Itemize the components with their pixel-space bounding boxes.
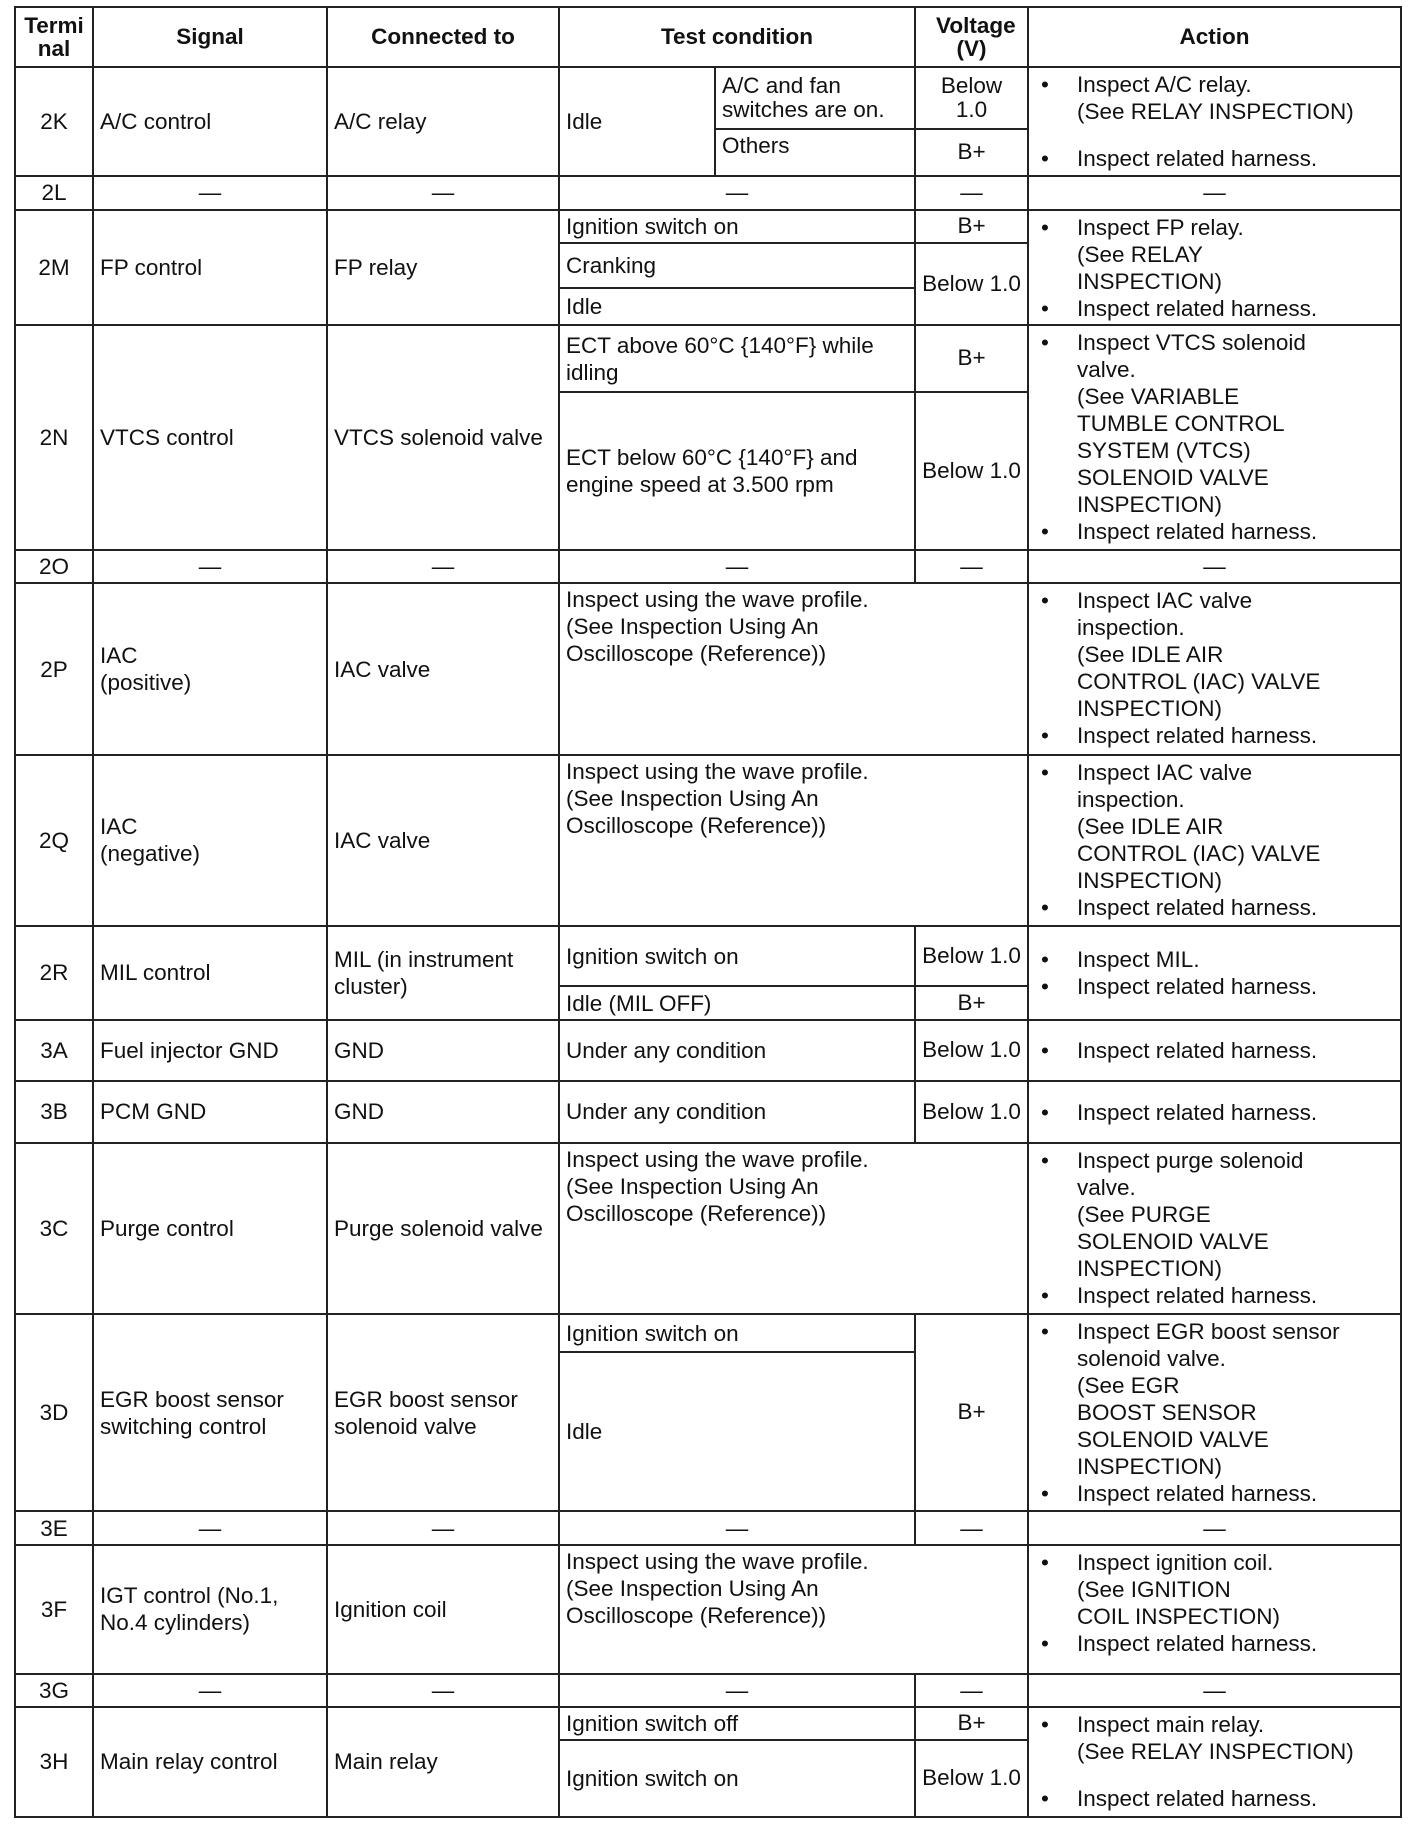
action-item: • Inspect MIL. xyxy=(1041,946,1396,973)
voltage-cell: B+ xyxy=(915,129,1028,176)
test-condition-cell: Inspect using the wave profile. (See Inspection Using An Oscilloscope (Reference)) xyxy=(559,755,1028,926)
empty-cell: — xyxy=(915,1674,1028,1707)
terminal-cell: 3A xyxy=(15,1020,93,1081)
voltage-cell: Below 1.0 xyxy=(915,67,1028,129)
action-item: • Inspect related harness. xyxy=(1041,145,1396,172)
test-condition-cell: Ignition switch off xyxy=(559,1707,915,1740)
test-condition-cell: Idle xyxy=(559,1352,915,1511)
signal-cell: A/C control xyxy=(93,67,327,176)
connected-cell: Purge solenoid valve xyxy=(327,1143,559,1314)
action-cell xyxy=(1028,926,1401,1020)
signal-cell: FP control xyxy=(93,210,327,326)
voltage-cell: Below 1.0 xyxy=(915,243,1028,326)
test-condition-cell: Ignition switch on xyxy=(559,1740,915,1817)
test-condition-cell: Ignition switch on xyxy=(559,1314,915,1352)
action-item: • Inspect related harness. xyxy=(1041,1630,1396,1657)
table-row xyxy=(15,1545,1401,1674)
connected-cell: Ignition coil xyxy=(327,1545,559,1674)
terminal-cell: 3F xyxy=(15,1545,93,1674)
sub-condition-cell: Others xyxy=(715,129,915,176)
empty-cell: — xyxy=(327,1511,559,1544)
table-row xyxy=(15,1707,1401,1740)
terminal-cell: 2Q xyxy=(15,755,93,926)
voltage-cell: B+ xyxy=(915,210,1028,243)
action-item: • Inspect related harness. xyxy=(1041,1282,1396,1309)
table-row xyxy=(15,176,1401,209)
empty-cell: — xyxy=(1028,550,1401,583)
signal-cell: IGT control (No.1, No.4 cylinders) xyxy=(93,1545,327,1674)
terminal-voltage-table xyxy=(14,6,1402,1818)
test-condition-cell: Under any condition xyxy=(559,1081,915,1142)
action-cell xyxy=(1028,325,1401,550)
signal-cell: EGR boost sensor switching control xyxy=(93,1314,327,1512)
connected-cell: VTCS solenoid valve xyxy=(327,325,559,550)
action-item: • Inspect IAC valve inspection. (See IDLE AIR CONTROL (IAC) VALVE INSPECTION) xyxy=(1041,759,1396,894)
action-cell xyxy=(1028,755,1401,926)
empty-cell: — xyxy=(915,1511,1028,1544)
table-row xyxy=(15,1314,1401,1352)
empty-cell: — xyxy=(559,176,915,209)
action-cell xyxy=(1028,1020,1401,1081)
header-terminal: Termi nal xyxy=(15,7,93,67)
table-row xyxy=(15,1020,1401,1081)
empty-cell: — xyxy=(93,176,327,209)
voltage-cell: B+ xyxy=(915,1314,1028,1512)
terminal-cell: 3H xyxy=(15,1707,93,1817)
test-condition-cell: Cranking xyxy=(559,243,915,288)
voltage-cell: B+ xyxy=(915,325,1028,392)
test-condition-cell: Inspect using the wave profile. (See Inspection Using An Oscilloscope (Reference)) xyxy=(559,1143,1028,1314)
action-item: • Inspect purge solenoid valve. (See PURGE SOLENOID VALVE INSPECTION) xyxy=(1041,1147,1396,1282)
header-voltage: Voltage (V) xyxy=(915,7,1028,67)
table-row xyxy=(15,325,1401,392)
action-cell xyxy=(1028,583,1401,754)
voltage-cell: Below 1.0 xyxy=(915,1081,1028,1142)
connected-cell: MIL (in instrument cluster) xyxy=(327,926,559,1020)
empty-cell: — xyxy=(915,550,1028,583)
action-item: • Inspect IAC valve inspection. (See IDLE AIR CONTROL (IAC) VALVE INSPECTION) xyxy=(1041,587,1396,722)
header-row xyxy=(15,7,1401,67)
test-condition-cell: Ignition switch on xyxy=(559,210,915,243)
terminal-cell: 3D xyxy=(15,1314,93,1512)
table-row xyxy=(15,1143,1401,1314)
action-item: • Inspect related harness. xyxy=(1041,1037,1396,1064)
signal-cell: PCM GND xyxy=(93,1081,327,1142)
header-connected-to: Connected to xyxy=(327,7,559,67)
connected-cell: FP relay xyxy=(327,210,559,326)
connected-cell: Main relay xyxy=(327,1707,559,1817)
action-item: • Inspect EGR boost sensor solenoid valve. (See EGR BOOST SENSOR SOLENOID VALVE INSPECTION) xyxy=(1041,1318,1396,1480)
header-action: Action xyxy=(1028,7,1401,67)
terminal-cell: 2O xyxy=(15,550,93,583)
empty-cell: — xyxy=(559,550,915,583)
test-condition-cell: Idle (MIL OFF) xyxy=(559,986,915,1019)
test-condition-cell: Idle xyxy=(559,67,715,176)
connected-cell: GND xyxy=(327,1020,559,1081)
action-item: • Inspect related harness. xyxy=(1041,1785,1396,1812)
voltage-cell: Below 1.0 xyxy=(915,926,1028,986)
action-item: • Inspect related harness. xyxy=(1041,894,1396,921)
table-row xyxy=(15,755,1401,926)
table-row xyxy=(15,1081,1401,1142)
voltage-cell: B+ xyxy=(915,1707,1028,1740)
action-item: • Inspect related harness. xyxy=(1041,1099,1396,1126)
signal-cell: VTCS control xyxy=(93,325,327,550)
action-cell xyxy=(1028,1081,1401,1142)
signal-cell: MIL control xyxy=(93,926,327,1020)
terminal-cell: 2P xyxy=(15,583,93,754)
terminal-cell: 2N xyxy=(15,325,93,550)
signal-cell: IAC (negative) xyxy=(93,755,327,926)
signal-cell: Main relay control xyxy=(93,1707,327,1817)
test-condition-cell: ECT below 60°C {140°F} and engine speed at 3.500 rpm xyxy=(559,392,915,550)
table-row xyxy=(15,1511,1401,1544)
connected-cell: A/C relay xyxy=(327,67,559,176)
signal-cell: IAC (positive) xyxy=(93,583,327,754)
terminal-cell: 3G xyxy=(15,1674,93,1707)
sub-condition-cell: A/C and fan switches are on. xyxy=(715,67,915,129)
action-item: • Inspect A/C relay. (See RELAY INSPECTION) xyxy=(1041,71,1396,125)
action-item: • Inspect FP relay. (See RELAY INSPECTION) xyxy=(1041,214,1396,295)
signal-cell: Purge control xyxy=(93,1143,327,1314)
empty-cell: — xyxy=(559,1674,915,1707)
connected-cell: EGR boost sensor solenoid valve xyxy=(327,1314,559,1512)
terminal-cell: 3E xyxy=(15,1511,93,1544)
terminal-cell: 2R xyxy=(15,926,93,1020)
empty-cell: — xyxy=(1028,1511,1401,1544)
table-row xyxy=(15,210,1401,243)
empty-cell: — xyxy=(1028,176,1401,209)
table-row xyxy=(15,1674,1401,1707)
test-condition-cell: Idle xyxy=(559,288,915,325)
test-condition-cell: Inspect using the wave profile. (See Inspection Using An Oscilloscope (Reference)) xyxy=(559,583,1028,754)
header-signal: Signal xyxy=(93,7,327,67)
action-item: • Inspect related harness. xyxy=(1041,973,1396,1000)
test-condition-cell: Ignition switch on xyxy=(559,926,915,986)
voltage-cell: Below 1.0 xyxy=(915,392,1028,550)
signal-cell: Fuel injector GND xyxy=(93,1020,327,1081)
action-cell xyxy=(1028,1707,1401,1817)
action-cell xyxy=(1028,1314,1401,1512)
action-item: • Inspect ignition coil. (See IGNITION COIL INSPECTION) xyxy=(1041,1549,1396,1630)
empty-cell: — xyxy=(93,1674,327,1707)
connected-cell: IAC valve xyxy=(327,755,559,926)
empty-cell: — xyxy=(93,1511,327,1544)
empty-cell: — xyxy=(327,550,559,583)
terminal-cell: 3C xyxy=(15,1143,93,1314)
action-item: • Inspect related harness. xyxy=(1041,1480,1396,1507)
empty-cell: — xyxy=(1028,1674,1401,1707)
action-item: • Inspect main relay. (See RELAY INSPECTION) xyxy=(1041,1711,1396,1765)
terminal-cell: 3B xyxy=(15,1081,93,1142)
table-row xyxy=(15,67,1401,129)
action-cell xyxy=(1028,210,1401,326)
table-row xyxy=(15,550,1401,583)
connected-cell: IAC valve xyxy=(327,583,559,754)
test-condition-cell: Inspect using the wave profile. (See Inspection Using An Oscilloscope (Reference)) xyxy=(559,1545,1028,1674)
terminal-cell: 2L xyxy=(15,176,93,209)
table-row xyxy=(15,926,1401,986)
action-item: • Inspect VTCS solenoid valve. (See VARIABLE TUMBLE CONTROL SYSTEM (VTCS) SOLENOID VALVE INSPECTION) xyxy=(1041,329,1396,518)
voltage-cell: Below 1.0 xyxy=(915,1740,1028,1817)
connected-cell: GND xyxy=(327,1081,559,1142)
terminal-cell: 2K xyxy=(15,67,93,176)
table-row xyxy=(15,583,1401,754)
empty-cell: — xyxy=(93,550,327,583)
action-item: • Inspect related harness. xyxy=(1041,722,1396,749)
action-cell xyxy=(1028,67,1401,176)
empty-cell: — xyxy=(915,176,1028,209)
empty-cell: — xyxy=(327,176,559,209)
empty-cell: — xyxy=(327,1674,559,1707)
empty-cell: — xyxy=(559,1511,915,1544)
action-cell xyxy=(1028,1143,1401,1314)
test-condition-cell: Under any condition xyxy=(559,1020,915,1081)
test-condition-cell: ECT above 60°C {140°F} while idling xyxy=(559,325,915,392)
header-test-condition: Test condition xyxy=(559,7,915,67)
action-item: • Inspect related harness. xyxy=(1041,518,1396,545)
action-item: • Inspect related harness. xyxy=(1041,295,1396,322)
action-cell xyxy=(1028,1545,1401,1674)
voltage-cell: Below 1.0 xyxy=(915,1020,1028,1081)
voltage-cell: B+ xyxy=(915,986,1028,1019)
terminal-cell: 2M xyxy=(15,210,93,326)
